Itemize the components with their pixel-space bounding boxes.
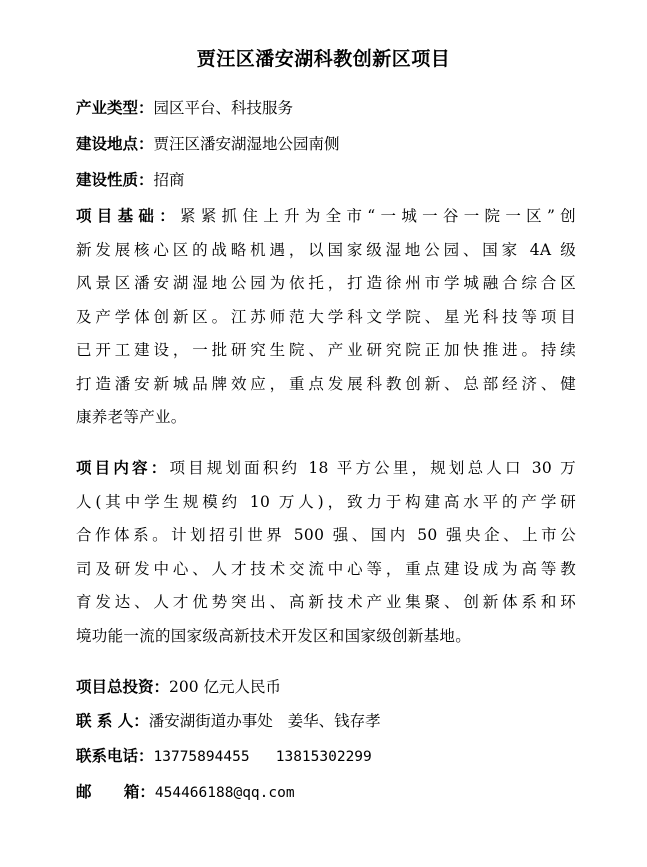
project-basis-paragraph [76,200,576,435]
phone-label: 联系电话： [76,747,154,765]
email-label: 邮 箱： [76,783,155,801]
nature-row [76,163,576,197]
project-basis-line: 已开工建设，一批研究生院、产业研究院正加快推进。持续 [76,341,576,359]
project-basis-line [76,200,576,234]
location-label: 建设地点： [76,135,154,153]
industry-type-label: 产业类型： [76,99,154,117]
phone-value: 13775894455 13815302299 [153,749,372,765]
email-value[interactable]: 454466188@qq.com [154,785,295,801]
investment-row [76,670,576,704]
project-basis-text: 紧紧抓住上升为全市“一城一谷一院一区”创 [180,207,576,225]
industry-type-value: 园区平台、科技服务 [153,99,294,117]
project-basis-line: 新发展核心区的战略机遇，以国家级湿地公园、国家 4A 级 [76,240,576,259]
industry-type-row [76,91,576,125]
project-content-paragraph [76,452,576,653]
contact-person-label: 联 系 人： [76,712,149,730]
project-content-line: 人(其中学生规模约 10 万人)，致力于构建高水平的产学研 [76,492,576,511]
project-content-line [76,452,576,486]
contact-person-value: 潘安湖街道办事处 姜华、钱存孝 [148,712,381,730]
email-row [76,775,576,810]
project-content-label: 项目内容： [76,459,170,477]
project-basis-line: 及产学体创新区。江苏师范大学科文学院、星光科技等项目 [76,307,576,326]
project-content-line: 境功能一流的国家级高新技术开发区和国家级创新基地。 [76,626,472,645]
nature-label: 建设性质： [76,171,154,189]
phone-row [76,739,576,774]
contact-person-row [76,704,576,738]
document-title: 贾汪区潘安湖科教创新区项目 [196,48,451,70]
project-basis-label: 项目基础： [76,207,181,225]
nature-value: 招商 [153,171,185,189]
project-content-line: 合作体系。计划招引世界 500 强、国内 50 强央企、上市公 [76,526,576,544]
project-content-line: 司及研发中心、人才技术交流中心等，重点建设成为高等教 [76,559,576,578]
project-content-text: 项目规划面积约 18 平方公里，规划总人口 30 万 [169,459,576,477]
project-content-line: 育发达、人才优势突出、高新技术产业集聚、创新体系和环 [76,593,576,611]
project-basis-line: 风景区潘安湖湿地公园为依托，打造徐州市学城融合综合区 [76,274,576,292]
project-basis-line: 康养老等产业。 [76,408,187,426]
location-value: 贾汪区潘安湖湿地公园南侧 [153,135,340,153]
investment-label: 项目总投资： [76,678,170,696]
project-basis-line: 打造潘安新城品牌效应，重点发展科教创新、总部经济、健 [76,374,576,393]
investment-value: 200 亿元人民币 [169,678,282,696]
location-row [76,127,576,161]
